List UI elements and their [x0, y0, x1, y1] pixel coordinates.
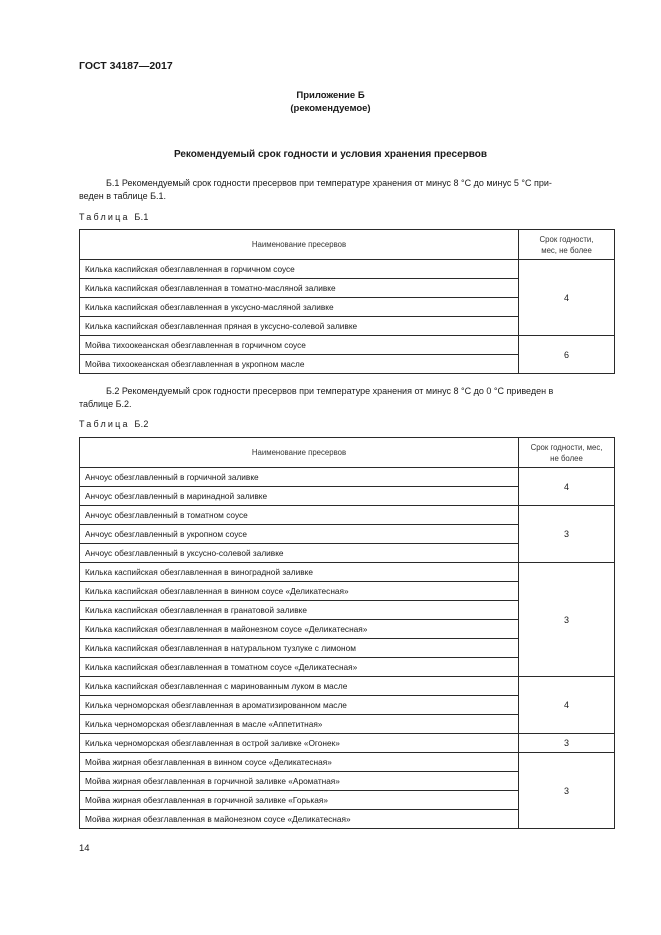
product-name-cell: Мойва жирная обезглавленная в горчичной заливке «Горькая»	[80, 791, 519, 810]
section-heading: Рекомендуемый срок годности и условия хранения пресервов	[173, 149, 488, 160]
product-name-cell: Мойва жирная обезглавленная в майонезном соусе «Деликатесная»	[80, 810, 519, 829]
product-name-cell: Килька каспийская обезглавленная в натуральном тузлуке с лимоном	[80, 639, 519, 658]
product-name-cell: Килька каспийская обезглавленная в горчичном соусе	[80, 260, 519, 279]
table-b1-header-term	[519, 230, 615, 260]
product-name-cell: Килька черноморская обезглавленная в масле «Аппетитная»	[80, 715, 519, 734]
product-name-cell: Килька черноморская обезглавленная в острой заливке «Огонек»	[80, 734, 519, 753]
paragraph-b2-line2: таблице Б.2.	[79, 399, 132, 409]
product-name-cell: Килька каспийская обезглавленная в майонезном соусе «Деликатесная»	[80, 620, 519, 639]
table-b2	[79, 437, 615, 829]
table-b2-caption-number: Б.2	[134, 419, 149, 429]
table-b2-header-term-line2: не более	[550, 453, 583, 463]
product-name-cell: Анчоус обезглавленный в уксусно-солевой заливке	[80, 544, 519, 563]
table-row	[80, 260, 615, 279]
product-name-cell: Анчоус обезглавленный в маринадной заливке	[80, 487, 519, 506]
table-b1-header-term-line1: Срок годности,	[539, 234, 594, 244]
product-name-cell: Килька каспийская обезглавленная в винном соусе «Деликатесная»	[80, 582, 519, 601]
shelf-life-cell: 3	[519, 563, 615, 677]
product-name-cell: Килька каспийская обезглавленная пряная в уксусно-солевой заливке	[80, 317, 519, 336]
table-b2-caption-word: Таблица	[79, 419, 130, 429]
product-name-cell: Килька каспийская обезглавленная в уксусно-масляной заливке	[80, 298, 519, 317]
table-b1-caption	[79, 212, 149, 222]
shelf-life-cell: 3	[519, 506, 615, 563]
shelf-life-cell: 4	[519, 677, 615, 734]
appendix-title: Приложение Б	[296, 90, 365, 101]
product-name-cell: Килька каспийская обезглавленная в томатном соусе «Деликатесная»	[80, 658, 519, 677]
paragraph-b2-line1: Б.2 Рекомендуемый срок годности пресервов при температуре хранения от минус 8 °С до 0 °С приведен в	[106, 386, 554, 396]
shelf-life-cell: 6	[519, 336, 615, 374]
product-name-cell: Килька каспийская обезглавленная в томатно-масляной заливке	[80, 279, 519, 298]
shelf-life-cell: 3	[519, 753, 615, 829]
table-b2-header-term-line1: Срок годности, мес,	[530, 442, 603, 452]
table-b1-caption-number: Б.1	[134, 212, 149, 222]
paragraph-b1-line1: Б.1 Рекомендуемый срок годности пресервов при температуре хранения от минус 8 °С до минус 5 °С при-	[106, 178, 552, 188]
table-b2-header-name: Наименование пресервов	[80, 438, 519, 468]
product-name-cell: Анчоус обезглавленный в укропном соусе	[80, 525, 519, 544]
product-name-cell: Килька черноморская обезглавленная в ароматизированном масле	[80, 696, 519, 715]
shelf-life-cell: 4	[519, 468, 615, 506]
table-row	[80, 563, 615, 582]
paragraph-b1-line2: веден в таблице Б.1.	[79, 191, 167, 201]
product-name-cell: Килька каспийская обезглавленная в гранатовой заливке	[80, 601, 519, 620]
appendix-subtitle: (рекомендуемое)	[290, 103, 371, 114]
table-b1-header-term-line2: мес, не более	[541, 245, 592, 255]
product-name-cell: Мойва жирная обезглавленная в горчичной заливке «Ароматная»	[80, 772, 519, 791]
table-b1	[79, 229, 615, 374]
product-name-cell: Килька каспийская обезглавленная с маринованным луком в масле	[80, 677, 519, 696]
product-name-cell: Мойва тихоокеанская обезглавленная в горчичном соусе	[80, 336, 519, 355]
product-name-cell: Мойва тихоокеанская обезглавленная в укропном масле	[80, 355, 519, 374]
paragraph-b2	[79, 385, 615, 411]
table-b2-caption	[79, 419, 149, 429]
table-row	[80, 506, 615, 525]
shelf-life-cell: 4	[519, 260, 615, 336]
paragraph-b1	[79, 177, 615, 203]
table-b2-header-term	[519, 438, 615, 468]
table-row	[80, 677, 615, 696]
table-b1-header-name: Наименование пресервов	[80, 230, 519, 260]
product-name-cell: Килька каспийская обезглавленная в виноградной заливке	[80, 563, 519, 582]
product-name-cell: Мойва жирная обезглавленная в винном соусе «Деликатесная»	[80, 753, 519, 772]
shelf-life-cell: 3	[519, 734, 615, 753]
page-number: 14	[79, 843, 90, 854]
table-row	[80, 734, 615, 753]
table-b1-caption-word: Таблица	[79, 212, 130, 222]
document-code: ГОСТ 34187—2017	[79, 60, 173, 72]
table-row	[80, 336, 615, 355]
table-row	[80, 468, 615, 487]
product-name-cell: Анчоус обезглавленный в горчичной заливке	[80, 468, 519, 487]
table-row	[80, 753, 615, 772]
product-name-cell: Анчоус обезглавленный в томатном соусе	[80, 506, 519, 525]
